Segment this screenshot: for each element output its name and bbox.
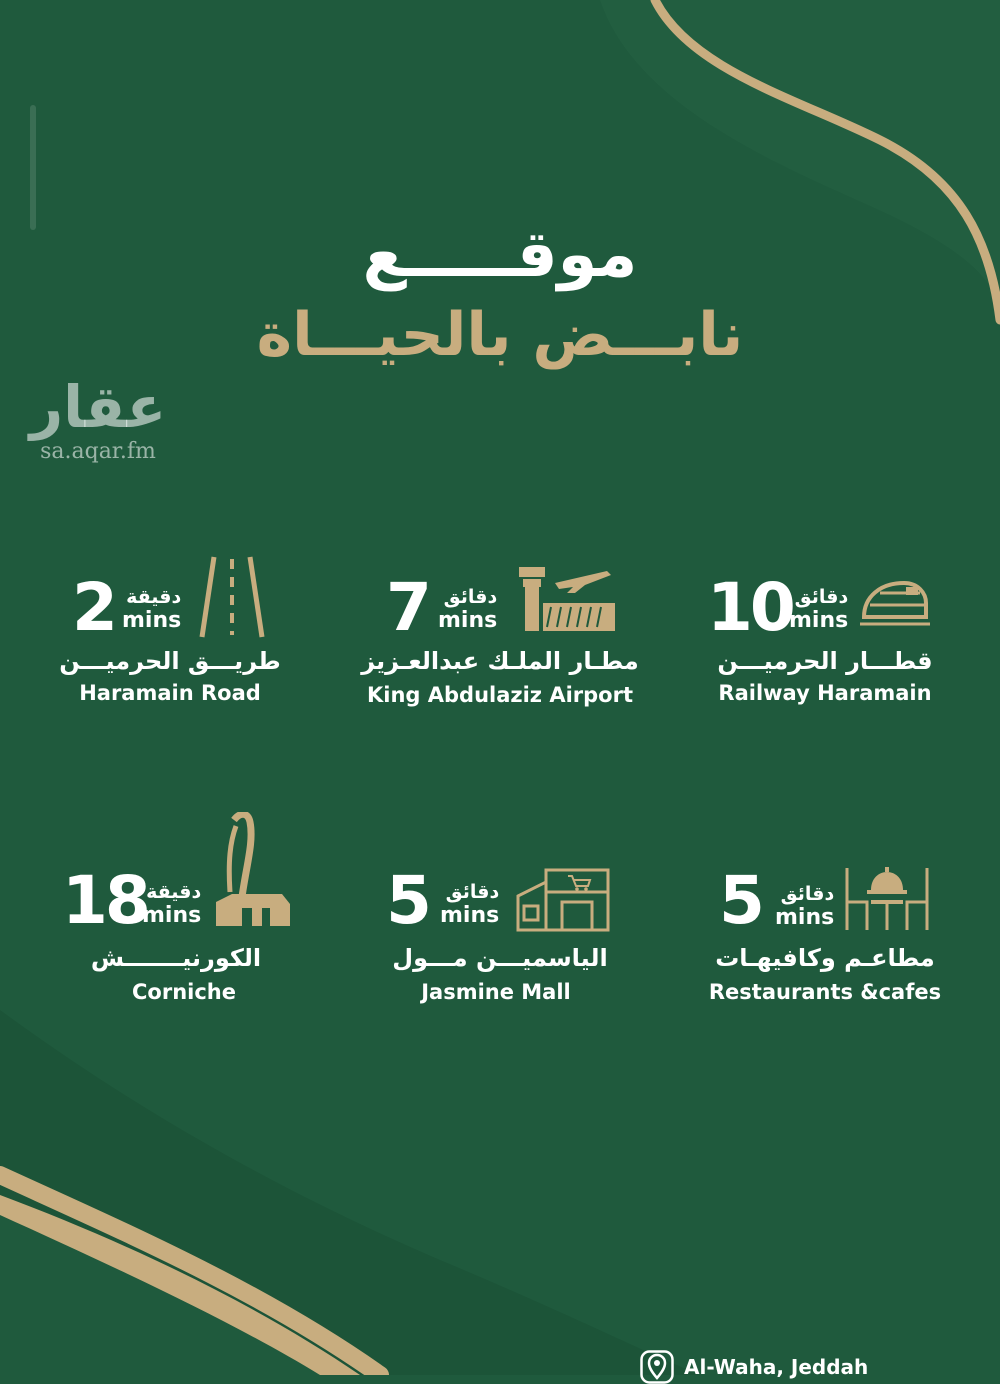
duration-unit-ar: دقيقة xyxy=(146,881,202,903)
road-icon xyxy=(198,555,266,639)
location-card-railway xyxy=(675,555,975,725)
duration-unit-ar: دقائق xyxy=(443,586,498,608)
duration-unit-en: mins xyxy=(122,608,182,633)
location-label-en: Railway Haramain xyxy=(718,681,932,705)
location-card-corniche xyxy=(30,812,330,1004)
location-card-haramain-road xyxy=(20,555,320,725)
duration-unit xyxy=(775,882,834,930)
fountain-icon xyxy=(212,812,292,927)
duration-number: 18 xyxy=(62,862,148,939)
location-pin-icon xyxy=(640,1350,674,1384)
location-label-ar: طريـــق الحرميـــن xyxy=(59,647,281,675)
footer-location-text: Al-Waha, Jeddah xyxy=(684,1355,869,1379)
watermark xyxy=(18,375,178,464)
location-label-en: Corniche xyxy=(132,980,236,1004)
duration-unit-en: mins xyxy=(789,608,849,633)
duration-unit-ar: دقيقة xyxy=(126,586,182,608)
location-label-ar: مطـار الملـك عبدالعـزيز xyxy=(361,647,639,675)
duration-number: 10 xyxy=(707,569,793,646)
location-label-en: Restaurants &cafes xyxy=(708,980,942,1004)
duration-unit-ar: دقائق xyxy=(780,883,835,905)
footer-location xyxy=(640,1350,868,1384)
location-label-ar: مطاعـم وكافيهـات xyxy=(715,944,935,972)
duration-unit xyxy=(438,585,497,633)
duration-number: 5 xyxy=(719,862,762,939)
location-label-en: King Abdulaziz Airport xyxy=(366,683,634,707)
watermark-brand: عقار xyxy=(29,373,167,441)
duration-unit-en: mins xyxy=(440,903,500,928)
duration-unit xyxy=(122,585,181,633)
location-label-ar: قطـــار الحرميـــن xyxy=(717,647,933,675)
duration-unit-ar: دقائق xyxy=(794,586,849,608)
duration-unit xyxy=(789,585,848,633)
duration-unit xyxy=(142,880,201,928)
restaurant-icon xyxy=(843,866,931,932)
duration-unit-ar: دقائق xyxy=(445,881,500,903)
duration-number: 2 xyxy=(72,569,115,646)
page-title: موقـــــع xyxy=(362,218,638,292)
location-label-en: Jasmine Mall xyxy=(421,980,571,1004)
duration-unit-en: mins xyxy=(142,903,202,928)
side-scroll-indicator xyxy=(30,105,36,230)
location-label-en: Haramain Road xyxy=(79,681,261,705)
duration-number: 5 xyxy=(386,862,429,939)
location-card-restaurants xyxy=(675,860,975,1030)
location-card-airport xyxy=(350,555,650,725)
duration-number: 7 xyxy=(386,569,429,646)
watermark-url: sa.aqar.fm xyxy=(40,439,156,464)
duration-unit xyxy=(440,880,499,928)
duration-unit-en: mins xyxy=(775,905,835,930)
location-label-ar: الكورنيـــــــش xyxy=(90,944,262,972)
duration-unit-en: mins xyxy=(438,608,498,633)
location-card-jasmine-mall xyxy=(350,860,650,1030)
page-subtitle: نابـــض بالحيـــاة xyxy=(256,300,744,370)
train-icon xyxy=(860,577,930,627)
mall-icon xyxy=(516,868,610,932)
airport-icon xyxy=(515,563,617,633)
location-label-ar: الياسميـــن مـــول xyxy=(392,944,608,972)
